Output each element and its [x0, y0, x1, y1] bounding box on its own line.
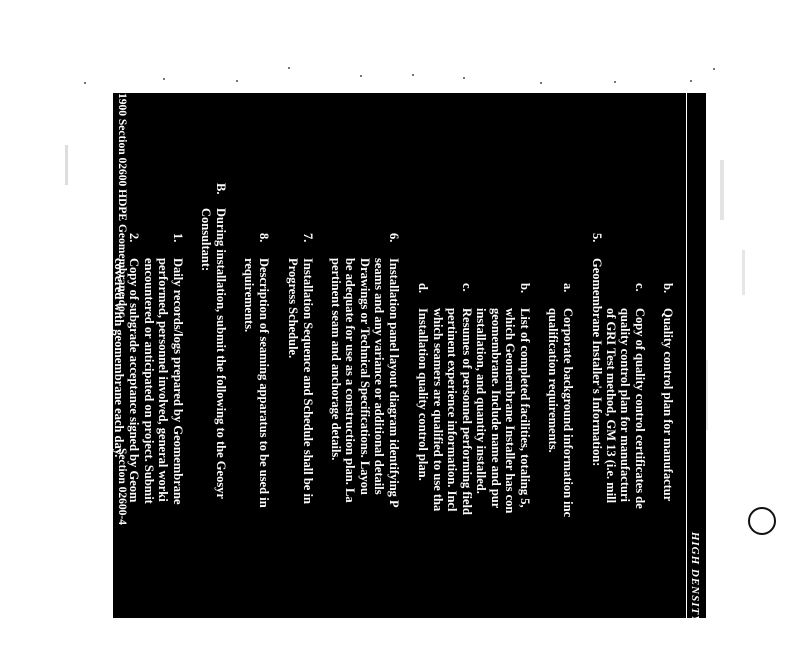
scan-speck [540, 82, 542, 84]
scan-speck [163, 78, 165, 80]
punch-hole-icon [748, 507, 776, 535]
bleed-through-mark [720, 160, 724, 220]
list-item-text: During installation, submit the following to the Geosyr [214, 208, 228, 499]
list-item-text: encountered or anticipated on project. Submit [142, 258, 156, 504]
bleed-through-mark [742, 250, 745, 295]
list-item-text: Corporate background information inc [561, 308, 575, 518]
scan-speck [412, 74, 414, 76]
list-item-text: quality control plan for manufacturi [618, 308, 633, 502]
list-item-text: of GRI Test method, GM 13 (i.e. mill [604, 308, 618, 504]
list-item-text: which Geomembrane Installer has con [503, 308, 518, 514]
list-marker: d. [416, 283, 430, 294]
list-item-text: Geomembrane Installer's approved quality con [28, 258, 43, 510]
list-marker: 2. [127, 233, 141, 243]
list-item-text: Geomembrane installation certification that W [43, 258, 57, 508]
list-item-text: Within 10 days of geomembrane installation completio [86, 208, 100, 499]
list-item-text: performed, personnel involved, general worki [156, 258, 171, 502]
list-marker: b. [518, 283, 532, 294]
scan-speck [84, 82, 86, 84]
list-item-text: Quality control plan for manufactur [661, 308, 675, 502]
list-marker: c. [633, 283, 647, 292]
list-marker: b. [661, 283, 675, 294]
scan-speck [614, 81, 616, 83]
list-item-text: Installation Sequence and Schedule shall be in [301, 258, 315, 504]
list-item-text: qualification requirements. [546, 308, 561, 453]
list-item-text: Copy of quality control certificates de [633, 308, 647, 509]
list-marker: 7. [301, 233, 315, 243]
list-item-text: Drawings or Technical Specifications. Layou [358, 258, 372, 495]
list-marker: c. [460, 283, 474, 292]
list-item-text: Consultant: [199, 208, 214, 272]
list-item-text: List of completed facilities, totaling 5, [518, 308, 532, 508]
scan-speck [360, 75, 362, 77]
list-item-text: Installation panel layout diagram identifying P [387, 258, 401, 508]
bleed-through-mark [65, 145, 68, 185]
list-item-text: Geomembrane Installer's Information: [590, 258, 604, 467]
list-item-text: Resumes of personnel performing field [460, 308, 474, 515]
list-marker: B. [214, 183, 228, 195]
list-item-text: requirements. [242, 258, 257, 333]
list-marker: a. [561, 283, 575, 293]
scan-speck [236, 80, 238, 82]
list-item-text: geomembrane. Include name and pur [489, 308, 503, 509]
rotated-page [14, 93, 706, 658]
list-item-text: Copy of subgrade acceptance signed by Geom [127, 258, 141, 503]
list-item-text: installation, and quantity installed. [474, 308, 489, 494]
list-item-text: Description of seaming apparatus to be used in [257, 258, 271, 508]
scan-speck [713, 68, 715, 70]
list-marker: 8. [257, 233, 271, 243]
footer-filename: 1900 Section 02600 HDPE Geomembrane.doc [116, 93, 128, 317]
list-marker: 1. [43, 233, 57, 243]
scan-speck [463, 77, 465, 79]
running-header: HIGH DENSITY POLY [689, 531, 701, 658]
list-item-text: which seamers are qualified to use tha [431, 308, 445, 512]
list-item-text: seams and any variance or additional details [372, 258, 387, 495]
list-item-text: Installation quality control plan. [416, 308, 430, 481]
list-marker: 1. [171, 233, 185, 243]
list-marker: C. [86, 183, 100, 196]
list-item-text: pertinent seam and anchorage details. [329, 258, 343, 461]
list-marker: 6. [387, 233, 401, 243]
document-body [14, 93, 706, 658]
document-content [14, 93, 706, 618]
list-item-text: compliance with Technical Specifications and [14, 258, 28, 499]
scan-speck [288, 67, 290, 69]
list-item-text: covered with geomembrane each day. [112, 258, 127, 458]
list-item-text: Geosynthetic Quality Assurance Consultant: [71, 208, 86, 446]
list-item-text: Progress Schedule. [286, 258, 301, 359]
list-marker: 5. [590, 233, 604, 243]
list-item-text: be adequate for use as a construction plan. La [343, 258, 358, 503]
list-item-text: pertinent experience information. Incl [445, 308, 460, 512]
footer-page-number: Section 02600-4 [116, 448, 128, 525]
scan-speck [690, 80, 692, 82]
list-item-text: Daily records/logs prepared by Geomembrane [171, 258, 185, 505]
